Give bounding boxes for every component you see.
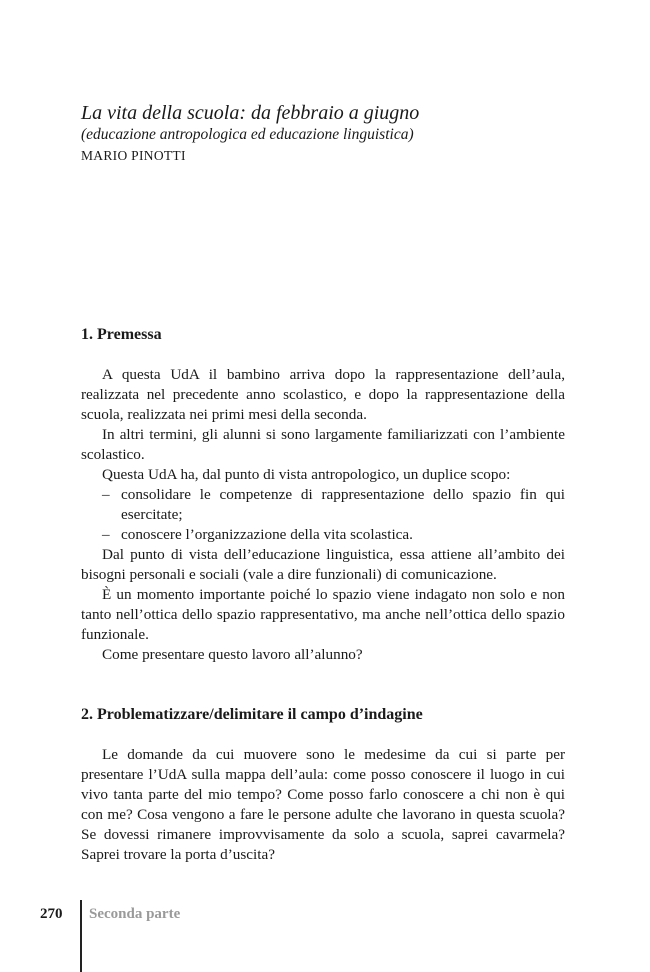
paragraph: Questa UdA ha, dal punto di vista antropologico, un duplice scopo: xyxy=(102,466,511,483)
dash-bullet: – xyxy=(102,486,110,503)
page-number: 270 xyxy=(40,906,63,922)
chapter-header xyxy=(81,101,581,166)
paragraph: Le domande da cui muovere sono le medesime da cui si parte per presentare l’UdA sulla mappa dell’aula: come posso conoscere il luogo in cui vivo tanta parte del mio tempo? Come posso farlo conoscere a chi non è qui con me? Cosa vengono a fare le persone adulte che lavorano in questa scuola? Se dovessi rimanere improvvisamente da solo a scuola, saprei cavarmela? Saprei trovare la porta d’uscita? xyxy=(81,746,565,863)
list-item xyxy=(81,525,565,545)
running-section-label: Seconda parte xyxy=(89,906,181,922)
chapter-author: MARIO PINOTTI xyxy=(81,148,186,163)
list-item xyxy=(81,485,565,525)
list-item-text: conoscere l’organizzazione della vita scolastica. xyxy=(121,526,413,543)
paragraph: È un momento importante poiché lo spazio viene indagato non solo e non tanto nell’ottica dello spazio rappresentativo, ma anche nell’ottica dello spazio funzionale. xyxy=(81,586,565,643)
section-2-heading-wrap xyxy=(81,705,565,725)
paragraph: A questa UdA il bambino arriva dopo la rappresentazione dell’aula, realizzata nel precedente anno scolastico, e dopo la rappresentazione della scuola, realizzata nei primi mesi della seconda. xyxy=(81,366,565,423)
section-1-heading-wrap xyxy=(81,325,565,345)
chapter-subtitle: (educazione antropologica ed educazione linguistica) xyxy=(81,126,414,143)
section-1-heading: 1. Premessa xyxy=(81,326,162,343)
page-footer xyxy=(0,900,650,972)
section-2-heading: 2. Problematizzare/delimitare il campo d’indagine xyxy=(81,706,423,723)
paragraph: Dal punto di vista dell’educazione linguistica, essa attiene all’ambito dei bisogni personali e sociali (vale a dire funzionali) di comunicazione. xyxy=(81,546,565,583)
section-1-body xyxy=(81,365,565,665)
list-item-text: consolidare le competenze di rappresentazione dello spazio fin qui esercitate; xyxy=(121,486,565,523)
footer-divider xyxy=(80,900,82,972)
section-2-body xyxy=(81,745,565,865)
paragraph: Come presentare questo lavoro all’alunno? xyxy=(102,646,363,663)
dash-bullet: – xyxy=(102,526,110,543)
chapter-title: La vita della scuola: da febbraio a giugno xyxy=(81,102,420,124)
paragraph: In altri termini, gli alunni si sono largamente familiarizzati con l’ambiente scolastico. xyxy=(81,426,565,463)
